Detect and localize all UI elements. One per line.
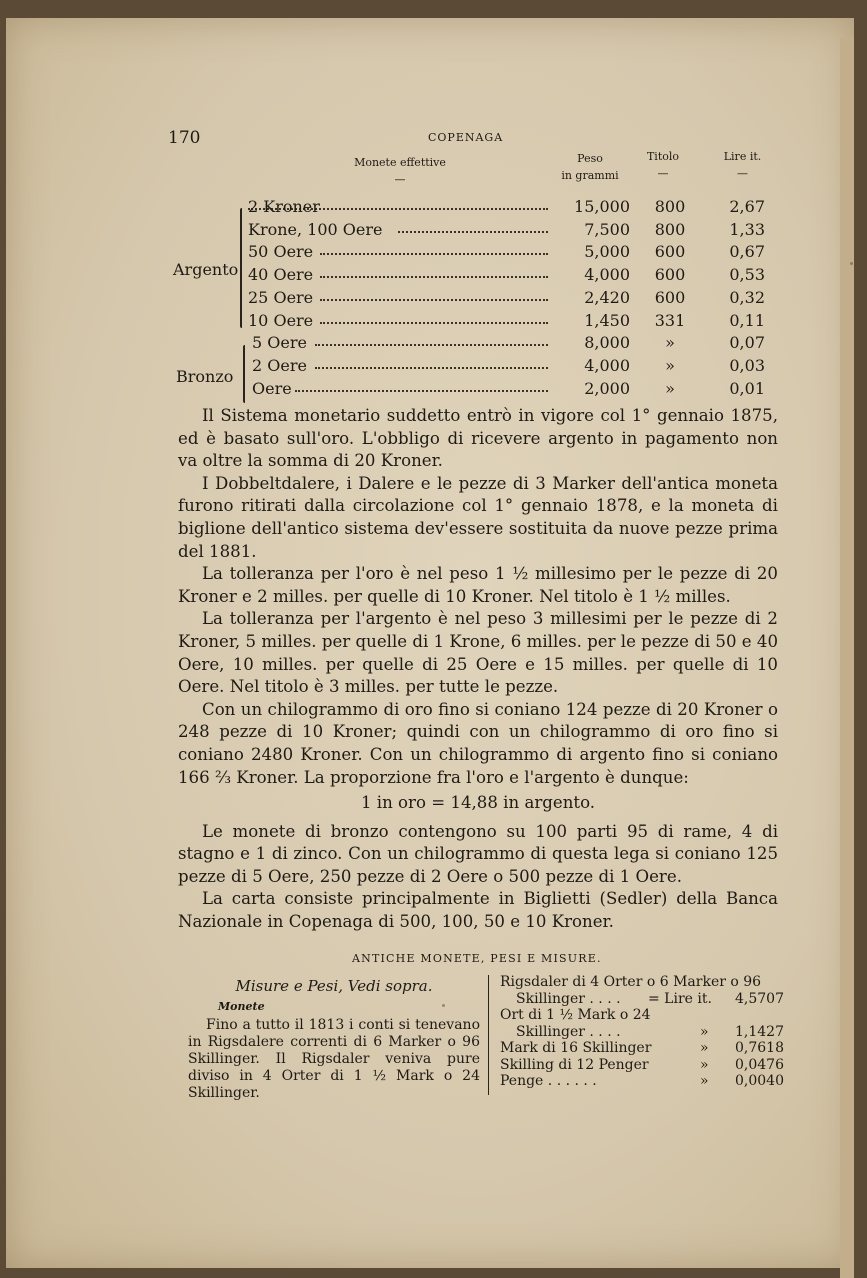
conversion-row: Skillinger . . . . = Lire it. 4,5707 — [516, 990, 784, 1007]
coin-name: 50 Oere — [248, 242, 314, 261]
monete-heading: Monete — [218, 1000, 265, 1013]
col-coins-heading: Monete effettive — — [354, 156, 446, 186]
coin-row — [170, 241, 770, 263]
coin-name: 40 Oere — [248, 265, 314, 284]
coin-fineness: 800 — [654, 220, 686, 239]
paragraph: Il Sistema monetario suddetto entrò in vigore col 1° gennaio 1875, ed è basato sull'oro. L'obbligo di ricevere argento in pagamento non va oltre la somma di 20 Kroner. — [178, 406, 778, 471]
coin-fineness: 600 — [654, 265, 686, 284]
col-weight-heading: Peso in grammi — [561, 152, 619, 182]
conversion-row: Rigsdaler di 4 Orter o 6 Marker o 96 — [500, 974, 762, 990]
coin-row — [170, 219, 770, 241]
coin-weight: 8,000 — [584, 333, 630, 352]
ratio-equation: 1 in oro = 14,88 in argento. — [360, 793, 596, 813]
conversion-row: Skillinger . . . . » 1,1427 — [516, 1023, 784, 1040]
coin-lire: 0,11 — [729, 311, 765, 330]
section-title: ANTICHE MONETE, PESI E MISURE. — [352, 952, 602, 965]
coin-name: Krone, 100 Oere — [248, 220, 383, 239]
coin-row — [170, 355, 770, 377]
coin-weight: 4,000 — [584, 265, 630, 284]
conversion-row: Penge . . . . . . » 0,0040 — [500, 1073, 784, 1089]
coin-lire: 0,07 — [729, 333, 765, 352]
coin-fineness: » — [665, 333, 675, 352]
coin-fineness: » — [665, 356, 675, 375]
coin-lire: 0,53 — [729, 265, 765, 284]
coin-fineness: 600 — [654, 288, 686, 307]
coin-weight: 2,000 — [584, 379, 630, 398]
coin-name: 10 Oere — [248, 311, 314, 330]
coin-lire: 0,01 — [729, 379, 765, 398]
column-divider — [488, 975, 489, 1095]
coin-weight: 5,000 — [584, 242, 630, 261]
paragraph: Le monete di bronzo contengono su 100 parti 95 di rame, 4 di stagno e 1 di zinco. Con un chilogrammo di questa lega si coniano 125 pezze di 5 Oere, 250 pezze di 2 Oere o 500 pezze di 1 Oere. — [178, 821, 778, 886]
conversion-row: Mark di 16 Skillinger » 0,7618 — [500, 1040, 784, 1056]
coin-weight: 4,000 — [584, 356, 630, 375]
coin-fineness: 600 — [654, 242, 686, 261]
coin-row — [170, 332, 770, 354]
coin-name: Oere — [252, 379, 292, 398]
conversion-row: Ort di 1 ½ Mark o 24 — [500, 1007, 651, 1023]
coin-fineness: 800 — [654, 197, 686, 216]
monete-paragraph: Fino a tutto il 1813 i conti si tenevano in Rigsdalere correnti di 6 Marker o 96 Skillinger. Il Rigsdaler veniva pure diviso in 4 Orter di 1 ½ Mark o 24 Skillinger. — [188, 1017, 480, 1101]
coin-row — [170, 378, 770, 400]
col-fineness-heading: Titolo — — [646, 150, 680, 180]
coin-lire: 0,67 — [729, 242, 765, 261]
bronze-group-label: Bronzo — [176, 367, 234, 386]
page-number: 170 — [168, 128, 201, 148]
col-lire-heading: Lire it. — — [723, 150, 762, 180]
coin-row — [170, 310, 770, 332]
coin-row — [170, 287, 770, 309]
coin-fineness: 331 — [654, 311, 686, 330]
coin-name: 2 Kroner — [248, 197, 320, 216]
paragraph: I Dobbeltdalere, i Dalere e le pezze di 3 Marker dell'antica moneta furono ritirati dalla circolazione col 1° gennaio 1878, e la moneta di biglione dell'antico sistema dev'essere sostituita da nuove pezze prima del 1881. — [178, 473, 778, 561]
conversion-row: Skilling di 12 Penger » 0,0476 — [500, 1056, 784, 1073]
coin-lire: 1,33 — [729, 220, 765, 239]
page-edge — [840, 38, 854, 1278]
coin-name: 25 Oere — [248, 288, 314, 307]
coin-weight: 7,500 — [584, 220, 630, 239]
coin-weight: 1,450 — [584, 311, 630, 330]
paragraph: La tolleranza per l'argento è nel peso 3 millesimi per le pezze di 2 Kroner, 5 milles. per quelle di 1 Krone, 6 milles. per le pezze di 50 e 40 Oere, 10 milles. per quelle di 25 Oere e 15 milles. per quelle di 10 Oere. Nel titolo è 3 milles. per tutte le pezze. — [178, 609, 779, 697]
coin-name: 5 Oere — [252, 333, 307, 352]
paragraph: La tolleranza per l'oro è nel peso 1 ½ millesimo per le pezze di 20 Kroner e 2 milles. per quelle di 10 Kroner. Nel titolo è 1 ½ milles. — [178, 564, 778, 606]
coin-row — [170, 264, 770, 286]
running-title: COPENAGA — [428, 131, 504, 144]
coin-weight: 2,420 — [584, 288, 630, 307]
old-coins-text — [188, 978, 480, 1102]
paragraph: Con un chilogrammo di oro fino si coniano 124 pezze di 20 Kroner o 248 pezze di 10 Kroner; quindi con un chilogrammo di oro fino si coniano 2480 Kroner. Con un chilogrammo di argento fino si coniano 166 ⅔ Kroner. La proporzione fra l'oro e l'argento è dunque: — [178, 699, 778, 787]
paper-speck — [850, 262, 853, 265]
coin-name: 2 Oere — [252, 356, 307, 375]
silver-group-label: Argento — [173, 260, 239, 279]
body-text — [178, 405, 778, 934]
paper-speck — [442, 1004, 445, 1007]
coin-lire: 2,67 — [729, 197, 765, 216]
coin-weight: 15,000 — [574, 197, 630, 216]
coin-row — [170, 196, 770, 218]
coin-lire: 0,03 — [729, 356, 765, 375]
coin-lire: 0,32 — [729, 288, 765, 307]
conversion-list — [500, 974, 790, 1090]
coin-fineness: » — [665, 379, 675, 398]
paragraph: La carta consiste principalmente in Biglietti (Sedler) della Banca Nazionale in Copenaga di 500, 100, 50 e 10 Kroner. — [178, 889, 778, 932]
subtitle: Misure e Pesi, Vedi sopra. — [235, 977, 433, 995]
